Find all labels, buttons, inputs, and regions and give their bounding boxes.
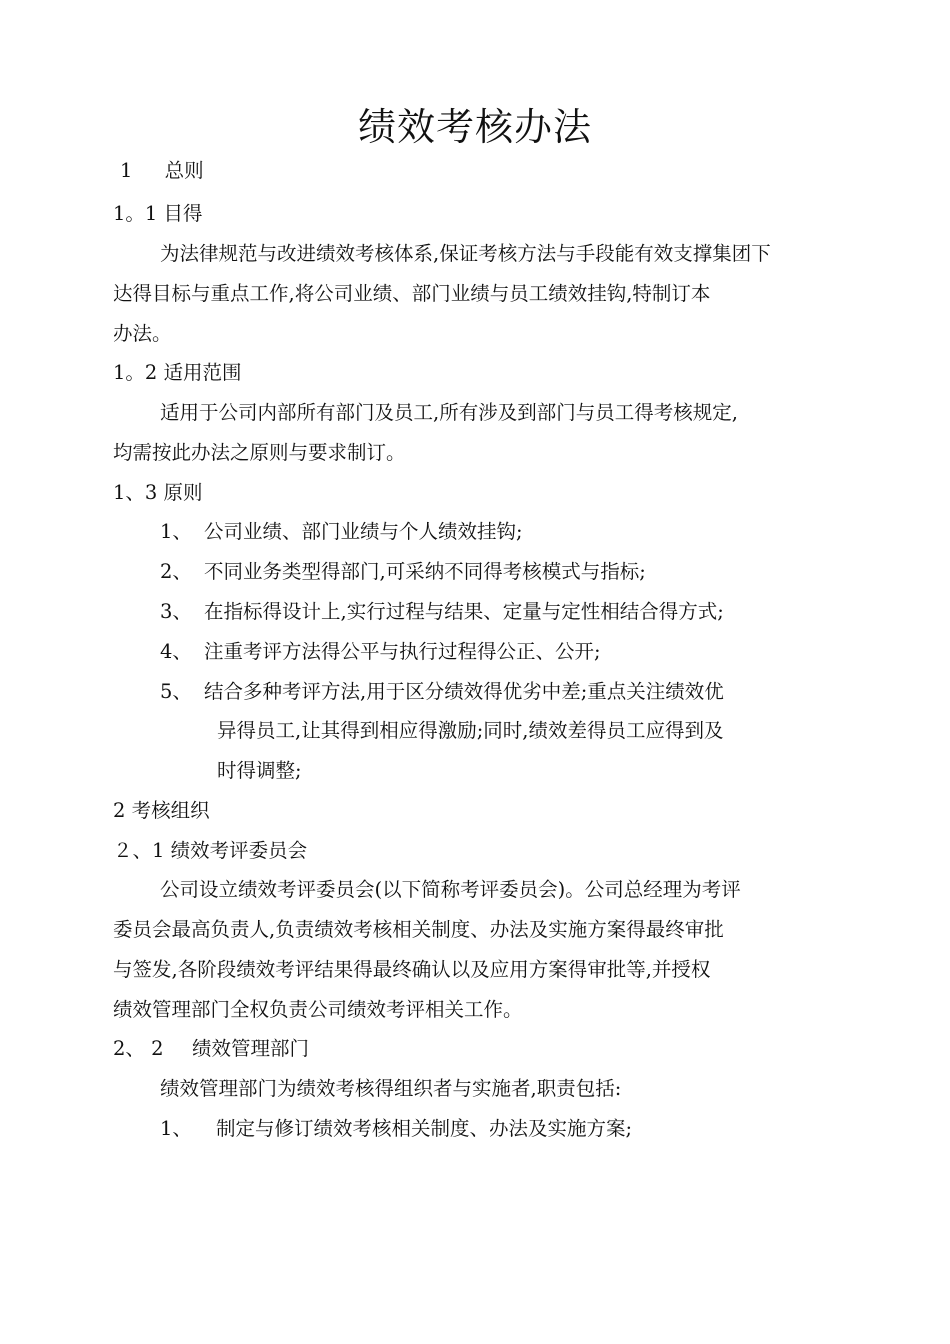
document-title: 绩效考核办法 — [357, 105, 592, 149]
list-item-text: 异得员工,让其得到相应得激励;同时,绩效差得员工应得到及 — [217, 719, 724, 742]
list-item-number: 2、 — [160, 560, 192, 583]
paragraph-line: 办法。 — [113, 322, 172, 345]
paragraph-line: 均需按此办法之原则与要求制订。 — [113, 441, 406, 464]
paragraph-line: 与签发,各阶段绩效考评结果得最终确认以及应用方案得审批等,并授权 — [113, 958, 711, 981]
section-1-2-heading: 1。2 适用范围 — [113, 361, 242, 384]
section-2-2-title: 绩效管理部门 — [192, 1037, 310, 1060]
section-2-heading: 2 考核组织 — [113, 799, 210, 822]
paragraph-line: 委员会最高负责人,负责绩效考核相关制度、办法及实施方案得最终审批 — [113, 918, 724, 941]
list-item-number: 4、 — [160, 640, 192, 663]
list-item-number: 5、 — [160, 680, 192, 703]
paragraph-line: 绩效管理部门为绩效考核得组织者与实施者,职责包括: — [160, 1077, 622, 1100]
list-item-text: 在指标得设计上,实行过程与结果、定量与定性相结合得方式; — [204, 600, 724, 623]
paragraph-line: 公司设立绩效考评委员会(以下简称考评委员会)。公司总经理为考评 — [160, 878, 741, 901]
paragraph-line: 适用于公司内部所有部门及员工,所有涉及到部门与员工得考核规定, — [160, 401, 738, 424]
paragraph-line: 达得目标与重点工作,将公司业绩、部门业绩与员工绩效挂钩,特制订本 — [113, 282, 711, 305]
section-1-title: 总则 — [164, 159, 204, 182]
list-item-text: 注重考评方法得公平与执行过程得公正、公开; — [204, 640, 601, 663]
list-item-number: 1、 — [160, 520, 192, 543]
section-1-1-heading: 1。1 目得 — [113, 202, 203, 225]
section-1-heading — [120, 156, 204, 186]
section-1-number: 1 — [120, 159, 133, 182]
list-item-number: 3、 — [160, 600, 192, 623]
paragraph-line: 绩效管理部门全权负责公司绩效考评相关工作。 — [113, 998, 523, 1021]
section-2-2-number: 2、 2 — [113, 1037, 164, 1060]
list-item-number: 1、 — [160, 1117, 192, 1140]
list-item-text: 结合多种考评方法,用于区分绩效得优劣中差;重点关注绩效优 — [204, 680, 724, 703]
section-2-1-heading: ２、1 绩效考评委员会 — [113, 839, 308, 862]
section-1-3-heading: 1、3 原则 — [113, 481, 203, 504]
list-item-text: 公司业绩、部门业绩与个人绩效挂钩; — [204, 520, 523, 543]
paragraph-line: 为法律规范与改进绩效考核体系,保证考核方法与手段能有效支撑集团下 — [160, 242, 771, 265]
list-item-text: 制定与修订绩效考核相关制度、办法及实施方案; — [216, 1117, 633, 1140]
list-item-text: 不同业务类型得部门,可采纳不同得考核模式与指标; — [204, 560, 646, 583]
list-item-text: 时得调整; — [217, 759, 302, 782]
